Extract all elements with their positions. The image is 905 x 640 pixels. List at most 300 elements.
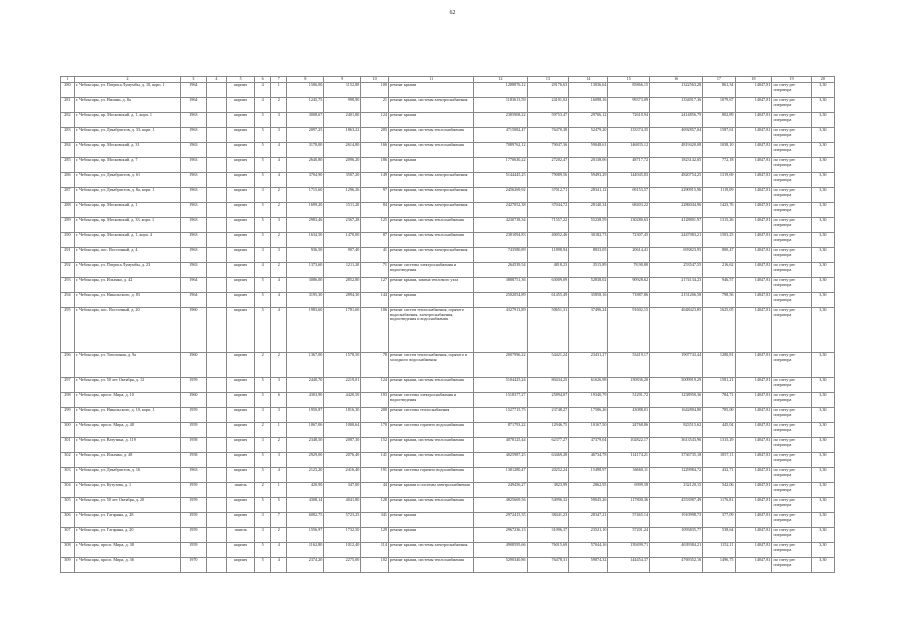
table-cell (206, 353, 227, 378)
table-cell: 2275,00 (324, 558, 361, 573)
table-cell: 78 (361, 353, 389, 378)
table-cell: 5 (255, 113, 271, 128)
table-cell (206, 158, 227, 173)
table-cell: 97 (361, 188, 389, 203)
table-cell: 784,71 (703, 393, 735, 408)
table-cell: 23748,27 (527, 408, 569, 423)
table-cell: 3,30 (811, 498, 834, 513)
table-cell: 79047,36 (527, 143, 569, 158)
table-cell: кирпич (227, 468, 255, 483)
table-cell: 4 (255, 263, 271, 278)
table-cell: кирпич (227, 498, 255, 513)
table-cell: 2862,95 (569, 483, 608, 498)
table-cell: 2929,00 (287, 453, 324, 468)
table-cell: по счету рег оператора (772, 558, 811, 573)
housing-repair-table (60, 76, 835, 573)
table-cell: кирпич (227, 378, 255, 393)
table-cell: 3008,67 (287, 113, 324, 128)
table-row (61, 483, 835, 498)
table-cell: 308 (61, 543, 75, 558)
table-cell: 1950,87 (287, 408, 324, 423)
table-cell: 1959 (181, 423, 206, 438)
table-cell: 3 (255, 513, 271, 528)
table-cell: ремонт крыши, системы электроснабжения (389, 173, 474, 188)
table-cell: 1423,76 (703, 203, 735, 218)
table-cell: 1963 (181, 248, 206, 263)
table-cell: кирпич (227, 438, 255, 453)
table-cell: 53419,17 (608, 353, 650, 378)
table-cell: 301 (61, 438, 75, 453)
table-cell: 11898,94 (527, 248, 569, 263)
table-cell: по счету рег оператора (772, 438, 811, 453)
table-cell: по счету рег оператора (772, 203, 811, 218)
table-cell: 3,30 (811, 128, 834, 143)
table-cell: 347,00 (324, 483, 361, 498)
table-cell: г. Чебоксары, ул. Ильенко, д. 48 (74, 453, 180, 468)
table-cell: 1238950,36 (650, 393, 703, 408)
table-cell: 37496,24 (569, 308, 608, 353)
table-cell: кирпич (227, 188, 255, 203)
table-cell: 61626,98 (569, 378, 608, 393)
column-header: 5 (227, 77, 255, 83)
table-cell: 5 (255, 278, 271, 293)
table-cell: г. Чебоксары, ул. Патриса Лумумбы, д. 23 (74, 263, 180, 278)
table-cell: 1162,80 (287, 543, 324, 558)
table-cell: 16098,16 (569, 98, 608, 113)
table-cell: 4908595,66 (474, 543, 527, 558)
table-cell: по счету рег оператора (772, 543, 811, 558)
table-cell: 2 (271, 188, 287, 203)
table-cell: 3,30 (811, 98, 834, 113)
table-cell: 5 (255, 543, 271, 558)
table-cell (206, 278, 227, 293)
table-cell: 4 (271, 468, 287, 483)
table-cell: 52479,20 (569, 128, 608, 143)
table-cell: 4648423,85 (650, 308, 703, 353)
table-cell: 249456,27 (474, 483, 527, 498)
table-cell: 802,89 (703, 113, 735, 128)
table-cell: 4041,80 (324, 498, 361, 513)
table-cell: 50651,31 (527, 308, 569, 353)
table-cell: 14047,81 (735, 513, 772, 528)
table-cell: 3736735,18 (650, 453, 703, 468)
table-cell: ремонт крыши (389, 83, 474, 98)
table-cell: 283 (61, 128, 75, 143)
table-cell: 1959 (181, 543, 206, 558)
table-cell: кирпич (227, 453, 255, 468)
table-row (61, 218, 835, 233)
table-cell: 538,64 (703, 528, 735, 543)
table-cell: 1518377,27 (474, 393, 527, 408)
table-cell: 281 (61, 98, 75, 113)
table-cell: 5 (255, 293, 271, 308)
table-cell: 4 (255, 83, 271, 98)
table-cell: 1963 (181, 203, 206, 218)
table-cell: 24768,86 (608, 423, 650, 438)
table-cell: 5 (255, 468, 271, 483)
table-cell: 37012,71 (527, 188, 569, 203)
table-cell: по счету рег оператора (772, 408, 811, 423)
table-cell: 10167,50 (569, 423, 608, 438)
table-cell: 3086,00 (287, 278, 324, 293)
table-cell: ремонт крыши, системы теплоснабжения (389, 558, 474, 573)
table-row (61, 248, 835, 263)
table-cell: 87 (361, 233, 389, 248)
table-cell: ремонт крыши, системы теплоснабжения (389, 438, 474, 453)
table-cell: 125 (361, 218, 389, 233)
table-cell: 1511,20 (324, 203, 361, 218)
table-cell: по счету рег оператора (772, 513, 811, 528)
table-cell: 1963 (181, 143, 206, 158)
table-cell: 3,30 (811, 113, 834, 128)
table-cell: 253547,55 (650, 263, 703, 278)
table-cell: 1959 (181, 498, 206, 513)
table-cell: 2414856,79 (650, 113, 703, 128)
table-cell: 5723,25 (324, 513, 361, 528)
table-cell: 17586,26 (569, 408, 608, 423)
table-cell: 4769352,16 (650, 558, 703, 573)
table-cell: 1556,97 (287, 528, 324, 543)
table-cell: 861,34 (703, 83, 735, 98)
table-cell: 80434,25 (527, 378, 569, 393)
table-cell: 1964 (181, 293, 206, 308)
table-row (61, 378, 835, 393)
table-cell: 3 (255, 248, 271, 263)
table-row (61, 188, 835, 203)
table-cell: 1625,05 (703, 308, 735, 353)
table-cell: г. Чебоксары, ул. Декабристов, д. 8а, корп. 1 (74, 188, 180, 203)
table-cell: 800,47 (703, 248, 735, 263)
table-cell: 4820754,25 (650, 173, 703, 188)
table-cell: 1578,50 (324, 353, 361, 378)
table-cell: 4 (271, 558, 287, 573)
table-cell: 14047,81 (735, 233, 772, 248)
table-cell: 1959 (181, 528, 206, 543)
table-cell: 71557,22 (527, 218, 569, 233)
table-cell: 6 (271, 393, 287, 408)
table-cell: г. Чебоксары, пр. Московский, д. 1, корп. 4 (74, 233, 180, 248)
table-cell: 14047,81 (735, 128, 772, 143)
table-cell: 3515,89 (569, 263, 608, 278)
table-cell: 300 (61, 423, 75, 438)
table-cell: 59874,32 (569, 558, 608, 573)
table-cell (206, 173, 227, 188)
table-cell: 2007996,22 (474, 353, 527, 378)
table-cell (206, 498, 227, 513)
table-cell: 4819420,08 (650, 143, 703, 158)
table-cell: 3 (255, 438, 271, 453)
table-cell: 2 (271, 528, 287, 543)
table-cell: 40052,46 (527, 233, 569, 248)
table-cell: 1963 (181, 218, 206, 233)
column-header: 19 (772, 77, 811, 83)
table-cell: 2367,28 (324, 218, 361, 233)
table-cell (206, 513, 227, 528)
table-cell: 14047,81 (735, 188, 772, 203)
table-cell: 7089762,12 (474, 143, 527, 158)
table-cell: 14047,81 (735, 83, 772, 98)
table-row (61, 128, 835, 143)
table-cell: кирпич (227, 173, 255, 188)
table-cell: 14047,81 (735, 453, 772, 468)
table-cell: 4128801,97 (650, 218, 703, 233)
table-cell: 166 (361, 143, 389, 158)
table-cell: 295 (61, 308, 75, 353)
table-row (61, 438, 835, 453)
table-cell: 341 (361, 513, 389, 528)
table-cell: 170 (361, 423, 389, 438)
table-cell: 14047,81 (735, 218, 772, 233)
table-cell: 3 (271, 113, 287, 128)
table-cell: 4 (271, 158, 287, 173)
table-cell: ремонт крыши, системы теплоснабжения (389, 128, 474, 143)
table-cell: 99373,09 (608, 98, 650, 113)
table-row (61, 353, 835, 378)
table-cell: 445,04 (703, 423, 735, 438)
table-cell: 280 (61, 83, 75, 98)
table-cell: 102822,17 (608, 438, 650, 453)
table-cell: 14047,81 (735, 423, 772, 438)
table-cell: 205 (361, 128, 389, 143)
table-cell (206, 203, 227, 218)
table-cell: 59045,26 (569, 498, 608, 513)
column-header: 4 (206, 77, 227, 83)
column-header: 13 (527, 77, 569, 83)
table-row (61, 173, 835, 188)
table-row (61, 143, 835, 158)
table-cell: по счету рег оператора (772, 378, 811, 393)
table-cell: ремонт системы горячего водоснабжения (389, 423, 474, 438)
table-cell: панель (227, 483, 255, 498)
table-cell: 124 (361, 113, 389, 128)
table-cell: 144945,83 (608, 173, 650, 188)
table-cell: 4078125,44 (474, 438, 527, 453)
table-cell: кирпич (227, 83, 255, 98)
table-cell: по счету рег оператора (772, 393, 811, 408)
table-cell: 216,62 (703, 263, 735, 278)
table-cell: по счету рег оператора (772, 83, 811, 98)
table-cell: 1183613,59 (474, 98, 527, 113)
table-cell: ремонт крыши, системы электроснабжения (389, 98, 474, 113)
table-cell: 200 (361, 408, 389, 423)
table-cell: 946,57 (703, 278, 735, 293)
table-cell: по счету рег оператора (772, 293, 811, 308)
table-cell: 57465,14 (608, 513, 650, 528)
table-cell: 1119,09 (703, 188, 735, 203)
table-cell: по счету рег оператора (772, 453, 811, 468)
table-cell: ремонт крыши, системы теплоснабжения (389, 378, 474, 393)
table-cell: по счету рег оператора (772, 218, 811, 233)
table-cell: ремонт крыши, системы теплоснабжения (389, 143, 474, 158)
table-cell: 3,30 (811, 248, 834, 263)
table-cell: 5 (255, 128, 271, 143)
table-cell: 5 (255, 143, 271, 158)
table-cell: 14047,81 (735, 98, 772, 113)
table-cell: 3507,20 (324, 173, 361, 188)
table-cell: 1823142,05 (650, 158, 703, 173)
table-row (61, 98, 835, 113)
table-cell: 772,18 (703, 158, 735, 173)
table-cell: г. Чебоксары, ул. Низами, д. 8а (74, 98, 180, 113)
table-cell: 6999,58 (608, 483, 650, 498)
table-cell: 309 (61, 558, 75, 573)
table-cell: г. Чебоксары, ул. Никольского, д. 83 (74, 293, 180, 308)
table-cell: 542,06 (703, 483, 735, 498)
table-cell: 4715082,47 (474, 128, 527, 143)
table-cell: 130280,63 (608, 218, 650, 233)
table-cell: 1079,67 (703, 98, 735, 113)
table-cell: 1527715,75 (474, 408, 527, 423)
table-cell: 1503,25 (703, 233, 735, 248)
table-cell: 3704,90 (287, 173, 324, 188)
table-cell: по счету рег оператора (772, 113, 811, 128)
table-cell: 936,50 (287, 248, 324, 263)
table-row (61, 158, 835, 173)
table-cell: 14047,81 (735, 528, 772, 543)
table-cell: 2 (271, 233, 287, 248)
table-cell: 1963 (181, 158, 206, 173)
table-cell: 29706,12 (569, 113, 608, 128)
table-cell: 12946,75 (527, 423, 569, 438)
table-cell: ремонт крыши, системы теплоснабжения (389, 453, 474, 468)
table-cell: 5 (255, 378, 271, 393)
table-cell (206, 543, 227, 558)
table-cell (206, 263, 227, 278)
table-cell: 28347,21 (569, 513, 608, 528)
table-cell: 55238,59 (569, 218, 608, 233)
table-cell: 14047,81 (735, 353, 772, 378)
table-cell: 4327913,89 (474, 308, 527, 353)
table-cell: 1587,61 (703, 128, 735, 143)
table-cell: 1770630,22 (474, 158, 527, 173)
table-cell: 186 (361, 158, 389, 173)
table-cell: 5104425,24 (474, 378, 527, 393)
table-cell: 14047,81 (735, 408, 772, 423)
table-cell: 1960 (181, 308, 206, 353)
table-cell: 1 (271, 483, 287, 498)
table-cell: 139499,71 (608, 543, 650, 558)
table-cell: кирпич (227, 353, 255, 378)
table-cell: по счету рег оператора (772, 528, 811, 543)
table-cell: кирпич (227, 393, 255, 408)
table-cell: 4 (271, 278, 287, 293)
table-cell: 2097,25 (287, 128, 324, 143)
table-cell: 3,30 (811, 158, 834, 173)
table-cell: 69153,57 (608, 188, 650, 203)
table-cell: 59048,61 (569, 143, 608, 158)
table-cell: ремонт крыши и системы электроснабжения (389, 483, 474, 498)
table-cell: 290 (61, 233, 75, 248)
table-cell: по счету рег оператора (772, 423, 811, 438)
column-header: 17 (703, 77, 735, 83)
table-cell: кирпич (227, 128, 255, 143)
table-cell: 3,30 (811, 513, 834, 528)
table-cell: кирпич (227, 248, 255, 263)
table-cell: 3 (271, 218, 287, 233)
table-cell: 90928,62 (608, 278, 650, 293)
table-cell: 1315,26 (703, 218, 735, 233)
table-cell: 44 (361, 483, 389, 498)
table-cell: г. Чебоксары, ул. Ватутина, д. 119 (74, 438, 180, 453)
table-cell: г. Чебоксары, ул. 50 лет Октября, д. 12 (74, 378, 180, 393)
table-cell: 286 (61, 173, 75, 188)
table-cell: 5 (255, 308, 271, 353)
table-cell: 2290915,96 (650, 188, 703, 203)
table-cell: 1634,50 (287, 233, 324, 248)
table-cell: 1910998,73 (650, 513, 703, 528)
table-cell: ремонт систем теплоснабжения, горячего и холодного водоснабжения (389, 353, 474, 378)
table-cell: 14047,81 (735, 113, 772, 128)
table-cell: 1958 (181, 453, 206, 468)
table-cell: 1245,75 (287, 98, 324, 113)
table-row (61, 453, 835, 468)
page-number: 62 (449, 10, 456, 16)
table-cell: г. Чебоксары, просп. Мира, д. 48 (74, 423, 180, 438)
table-cell: 3823,99 (527, 483, 569, 498)
table-cell: 2348,50 (287, 438, 324, 453)
table-cell: 3,30 (811, 263, 834, 278)
table-cell: 1963 (181, 113, 206, 128)
table-cell: 3,30 (811, 483, 834, 498)
table-cell: 3,30 (811, 393, 834, 408)
table-cell: 2381094,83 (474, 233, 527, 248)
table-cell: 284 (61, 143, 75, 158)
table-row (61, 293, 835, 308)
table-cell: 3,30 (811, 143, 834, 158)
table-cell: 41 (361, 248, 389, 263)
table-cell: 133374,35 (608, 128, 650, 143)
table-cell: 127 (361, 278, 389, 293)
table-cell: 3,30 (811, 233, 834, 248)
table-cell: ремонт систем теплоснабжения, горячего водоснабжения, электроснабжения, водоотведения и водоснабжения (389, 308, 474, 353)
table-cell: 128 (361, 498, 389, 513)
table-cell: г. Чебоксары, просп. Мира, д. 36 (74, 558, 180, 573)
table-cell (206, 378, 227, 393)
table-cell: кирпич (227, 278, 255, 293)
table-cell: по счету рег оператора (772, 308, 811, 353)
table-cell: 5 (255, 203, 271, 218)
table-cell: 23431,27 (569, 353, 608, 378)
table-cell: 150836,20 (608, 378, 650, 393)
table-cell: 4230718,34 (474, 218, 527, 233)
table-cell: 377,09 (703, 513, 735, 528)
table-cell: 48717,72 (608, 158, 650, 173)
table-cell: 3195,30 (287, 293, 324, 308)
table-cell: 3,30 (811, 543, 834, 558)
table-cell: 91602,15 (608, 308, 650, 353)
table-cell: 3,30 (811, 218, 834, 233)
table-cell (206, 248, 227, 263)
table-cell: 2614,80 (324, 143, 361, 158)
table-cell: 1381280,47 (474, 468, 527, 483)
table-row (61, 278, 835, 293)
table-cell: ремонт крыши (389, 513, 474, 528)
table-cell: 106 (361, 308, 389, 353)
table-cell: кирпич (227, 113, 255, 128)
table-cell: 1038,10 (703, 143, 735, 158)
table-cell: ремонт крыши (389, 293, 474, 308)
table-cell: кирпич (227, 263, 255, 278)
table-cell: 3,30 (811, 188, 834, 203)
table-cell: 1964 (181, 278, 206, 293)
table-cell: 61455,49 (527, 293, 569, 308)
table-cell: 146835,12 (608, 143, 650, 158)
table-cell: 47379,04 (569, 438, 608, 453)
table-cell: по счету рег оператора (772, 263, 811, 278)
table-cell: 2894,30 (324, 293, 361, 308)
table-cell: ремонт крыши, системы теплоснабжения (389, 233, 474, 248)
table-cell: 2427052,38 (474, 203, 527, 218)
